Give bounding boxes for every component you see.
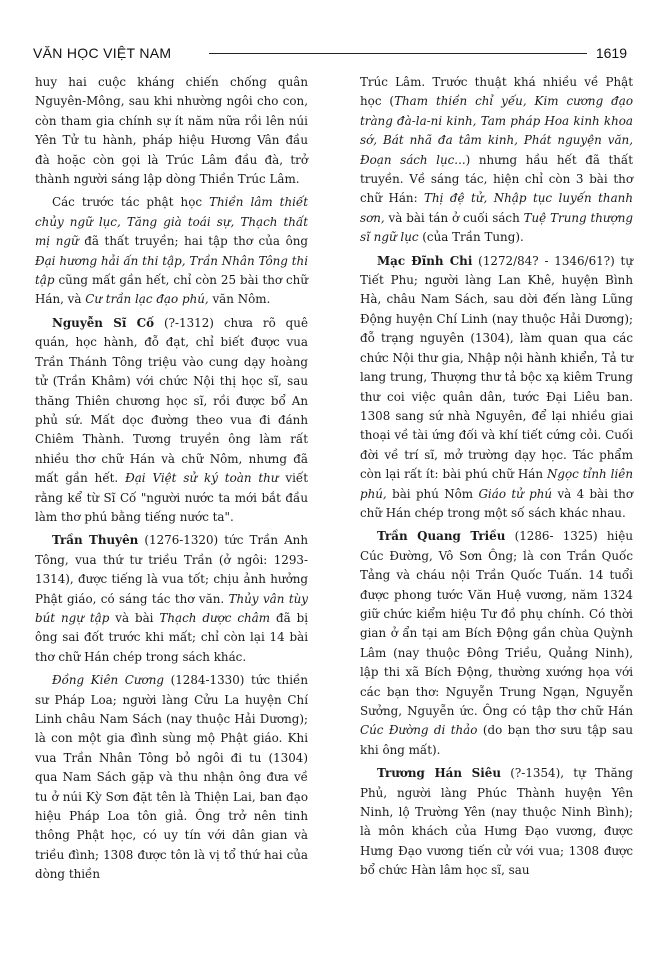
- work-titles: Tuệ Trung thượng sĩ ngữ lục: [360, 210, 633, 245]
- work-titles: Đại hương hải ấn thi tập, Trần Nhân Tông thi tập: [35, 253, 308, 288]
- entry-name: Mạc Đĩnh Chi: [377, 253, 473, 268]
- work-titles: Thủy vân tùy bút ngự tập: [35, 591, 308, 625]
- paragraph-text: (1284-1330) tức thiền sư Pháp Loa; người làng Cửu La huyện Chí Linh châu Nam Sách (nay thuộc Hải Dương); là con một gia đình sùng mộ Phật giáo. Khi vua Trần Nhân Tông bỏ ngôi đi tu (1304) qua Nam Sách gặp và thu nhận ông đưa về tu ở núi Kỳ Sơn đặt tên là Thiện Lai, ban đạo hiệu Pháp Loa tôn giả. Ông trở nên tinh thông Phật học, có uy tín với dân gian và triều đình; 1308 được tôn là vị tổ thứ hai của dòng thiền: [35, 673, 308, 882]
- paragraph-text: cũng mất gần hết, chỉ còn 25 bài thơ chữ Hán, và: [35, 273, 308, 307]
- paragraph-text: (1276-1320) tức Trần Anh Tông, vua thứ tư triều Trần (ở ngôi: 1293-1314), được tiếng là vua tốt; chịu ảnh hưởng Phật giáo, có sáng tác thơ văn.: [35, 533, 308, 606]
- paragraph-text: (do bạn thơ sưu tập sau khi ông mất).: [360, 723, 633, 757]
- entry-name: Nguyễn Sĩ Cố: [52, 315, 155, 330]
- left-column: [35, 73, 308, 889]
- entry-tran-thuyen: [35, 531, 308, 667]
- work-titles: Cư trần lạc đạo phú,: [85, 292, 209, 307]
- paragraph-text: và 4 bài thơ chữ Hán chép trong một số sách khác nhau.: [360, 486, 633, 520]
- entry-tran-quang-trieu: [360, 527, 633, 760]
- paragraph-tran-nhan-tong-cont: [35, 73, 308, 189]
- paragraph-text: ) nhưng hầu hết đã thất truyền. Về sáng tác, hiện chỉ còn 3 bài thơ chữ Hán:: [360, 152, 633, 206]
- paragraph-text: bài phú Nôm: [386, 486, 479, 501]
- right-column: [360, 73, 633, 885]
- entry-truong-han-sieu: [360, 764, 633, 880]
- paragraph-text: Trúc Lâm. Trước thuật khá nhiều về Phật học (: [360, 75, 633, 109]
- entry-mac-dinh-chi: [360, 252, 633, 524]
- entry-name: Trần Quang Triều: [377, 529, 506, 544]
- work-titles: Giáo tử phú: [478, 486, 553, 501]
- entry-name: Đồng Kiên Cương: [52, 673, 164, 688]
- paragraph-text: văn Nôm.: [208, 292, 271, 307]
- paragraph-text: và bài: [109, 610, 160, 625]
- paragraph-text: (?-1312) chưa rõ quê quán, học hành, đỗ đạt, chỉ biết được vua Trần Thánh Tông triệu vào cung dạy hoàng tử (Trần Khâm) với chức Nội thị học sĩ, sau thăng Thiên chương học sĩ, rồi được bổ An phủ sứ. Mất dọc đường theo vua đi đánh Chiêm Thành. Tương truyền ông làm rất nhiều thơ chữ Hán và chữ Nôm, nhưng đã mất gần hết.: [35, 315, 308, 486]
- page-number: 1619: [595, 45, 627, 61]
- entry-dong-kien-cuong: [35, 671, 308, 884]
- paragraph-text: (1286- 1325) hiệu Cúc Đường, Vô Sơn Ông; là con Trần Quốc Tảng và cháu nội Trần Quốc Tuấn. 14 tuổi được phong tước Văn Huệ vương, năm 1324 giữ chức kiểm hiệu Tư đồ phụ chính. Có thời gian ở ẩn tại am Bích Động gần chùa Quỳnh Lâm (nay thuộc Đông Triều, Quảng Ninh), lập thi xã Bích Động, thường xướng họa với các bạn thơ: Nguyễn Trung Ngạn, Nguyễn Sưởng, Nguyễn ức. Ông có tập thơ chữ Hán: [360, 529, 633, 718]
- paragraph-text: Các trước tác phật học: [52, 195, 210, 210]
- work-titles: Cúc Đường di thảo: [360, 723, 478, 738]
- paragraph-works: [35, 193, 308, 309]
- work-titles: Thị đệ tử, Nhập tục luyến thanh sơn,: [360, 191, 633, 225]
- paragraph-text: và bài tán ở cuối sách: [384, 210, 524, 225]
- work-titles: Đại Việt sử ký toàn thư: [125, 471, 279, 486]
- work-titles: Tham thiền chỉ yếu, Kim cương đạo tràng đà-la-ni kinh, Tam pháp Hoa kinh khoa sớ, Bát nhã đa tâm kinh, Phát nguyện văn, Đoạn sách lục...: [360, 94, 633, 167]
- entry-name: Trương Hán Siêu: [377, 766, 501, 781]
- paragraph-text: (?-1354), tự Thăng Phủ, người làng Phúc Thành huyện Yên Ninh, lộ Trường Yên (nay thuộc Ninh Bình); là môn khách của Hưng Đạo vương, được Hưng Đạo vương tiến cử với vua; 1308 được bổ chức Hàn lâm học sĩ, sau: [360, 766, 633, 878]
- paragraph-phap-loa-cont: [360, 73, 633, 248]
- paragraph-text: đã thất truyền; hai tập thơ của ông: [78, 234, 308, 249]
- paragraph-text: viết rằng kể từ Sĩ Cố "người nước ta mới bắt đầu làm thơ phú bằng tiếng nước ta".: [35, 471, 308, 524]
- paragraph-text: (của Trần Tung).: [418, 230, 524, 245]
- paragraph-text: đã bị ông sai đốt trước khi mất; chỉ còn lại 14 bài thơ chữ Hán chép trong sách khác.: [35, 610, 308, 664]
- header-rule: [209, 53, 587, 54]
- work-titles: Thạch dược châm: [159, 610, 271, 625]
- running-title: VĂN HỌC VIỆT NAM: [33, 45, 172, 61]
- work-titles: Ngọc tỉnh liên phú,: [360, 467, 633, 501]
- running-header: [33, 44, 627, 62]
- entry-name: Trần Thuyên: [52, 533, 139, 548]
- entry-nguyen-si-co: [35, 314, 308, 527]
- paragraph-text: (1272/84? - 1346/61?) tự Tiết Phu; người làng Lan Khê, huyện Bình Hà, châu Nam Sách, sau dời đến làng Lũng Động huyện Chí Linh (nay thuộc Hải Dương); đỗ trạng nguyên (1304), làm quan qua các chức Nội thư gia, Nhập nội hành khiển, Tả tư lang trung, Thượng thư tả bộc xạ kiêm Trung thư coi việc quân dân, tước Đại Liêu ban. 1308 sang sứ nhà Nguyên, để lại nhiều giai thoại về tài ứng đối và khí tiết cứng cỏi. Cuối đời về trí sĩ, mở trường dạy học. Tác phẩm còn lại rất ít: bài phú chữ Hán: [360, 253, 633, 482]
- paragraph-text: huy hai cuộc kháng chiến chống quân Nguyên-Mông, sau khi nhường ngôi cho con, còn tham gia chính sự ít năm nữa rồi lên núi Yên Tử tu hành, pháp hiệu Hương Vân đầu đà hoặc còn gọi là Trúc Lâm đầu đà, trở thành người sáng lập dòng Thiền Trúc Lâm.: [35, 75, 308, 187]
- work-titles: Thiền lâm thiết chủy ngữ lục, Tăng già toái sự, Thạch thất mị ngữ: [35, 195, 308, 249]
